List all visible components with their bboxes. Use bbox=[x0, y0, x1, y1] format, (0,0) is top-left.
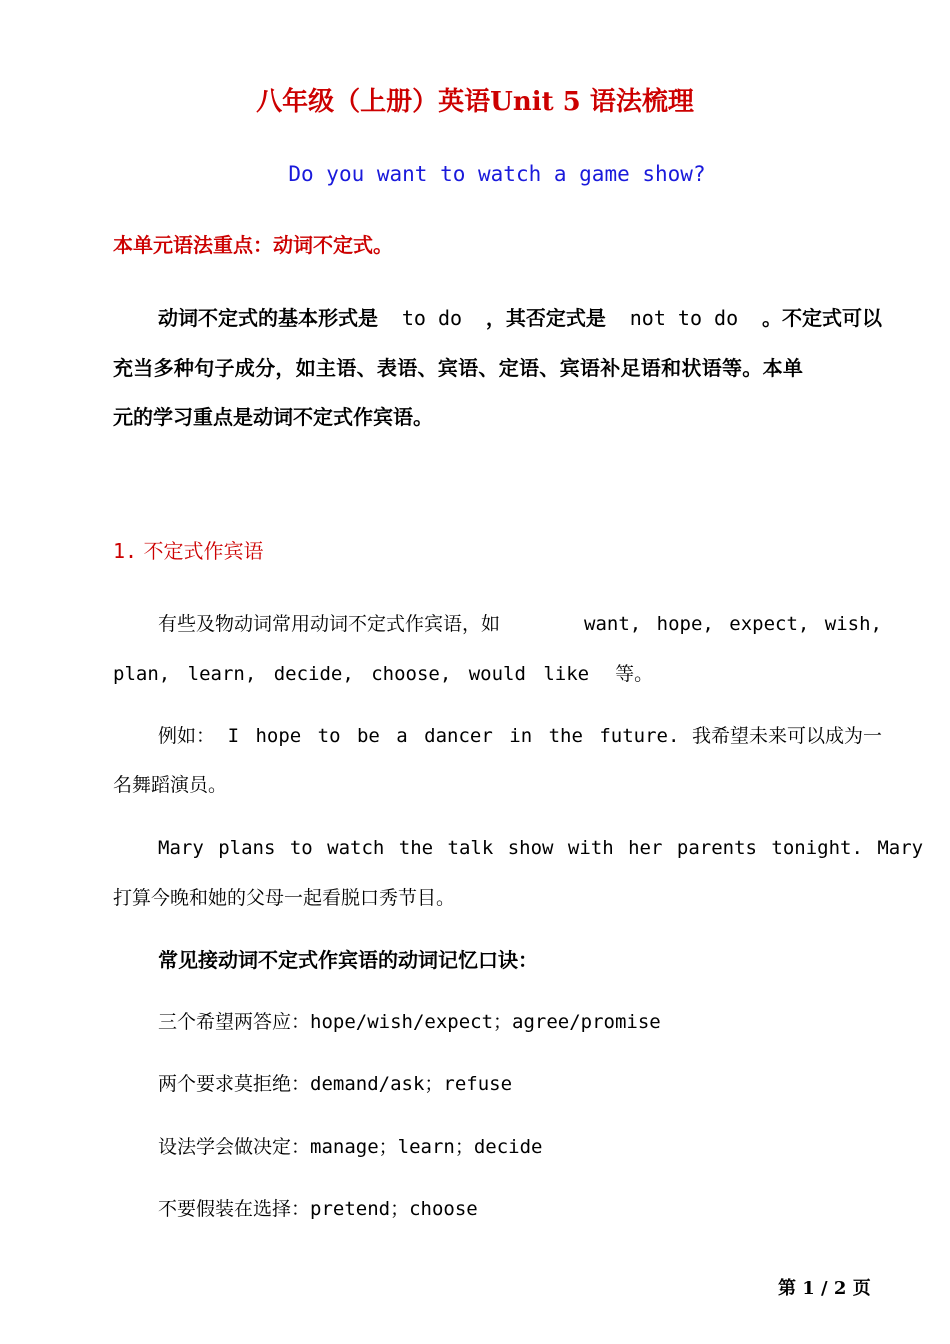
section-1-title: 不定式作宾语 bbox=[143, 539, 264, 563]
example-label: 例如： bbox=[158, 725, 216, 747]
intro-line-3: 元的学习重点是动词不定式作宾语。 bbox=[113, 405, 433, 429]
page-subtitle: Do you want to watch a game show? bbox=[288, 162, 706, 186]
verbs-line-1 bbox=[158, 609, 882, 639]
rhyme-1-en: hope/wish/expect；agree/promise bbox=[310, 1011, 661, 1033]
example-1-line-1 bbox=[158, 721, 882, 751]
rhyme-1-cn: 三个希望两答应： bbox=[158, 1011, 311, 1033]
section-1-heading bbox=[113, 536, 263, 566]
verbs-intro-text: 有些及物动词常用动词不定式作宾语，如 bbox=[158, 613, 501, 635]
rhyme-4-cn: 不要假装在选择： bbox=[158, 1198, 311, 1220]
example-1-english: I hope to be a dancer in the future. bbox=[227, 725, 680, 747]
rhyme-line-4 bbox=[158, 1194, 478, 1224]
intro-text-c: ，其否定式是 bbox=[485, 306, 606, 330]
rhyme-2-en: demand/ask；refuse bbox=[310, 1073, 513, 1095]
grammar-focus-heading: 本单元语法重点：动词不定式。 bbox=[113, 233, 393, 257]
verbs-line-2 bbox=[113, 659, 653, 689]
intro-line-2: 充当多种句子成分，如主语、表语、宾语、定语、宾语补足语和状语等。本单 bbox=[113, 356, 804, 380]
page-number: 第 1 / 2 页 bbox=[778, 1278, 871, 1299]
mnemonic-title: 常见接动词不定式作宾语的动词记忆口诀： bbox=[158, 948, 538, 972]
rhyme-2-cn: 两个要求莫拒绝： bbox=[158, 1073, 311, 1095]
intro-text-e: 。不定式可以 bbox=[761, 306, 882, 330]
example-1-chinese: 我希望未来可以成为一 bbox=[691, 725, 882, 747]
verbs-etc: 等。 bbox=[615, 663, 654, 685]
intro-line-1 bbox=[158, 303, 882, 333]
verbs-list-1: want, hope, expect, wish, bbox=[584, 613, 882, 635]
rhyme-3-en: manage；learn；decide bbox=[310, 1136, 543, 1158]
verbs-list-2: plan, learn, decide, choose, would like bbox=[113, 663, 590, 685]
intro-form-to-do: to do bbox=[401, 306, 463, 330]
example-2-line-1: Mary plans to watch the talk show with her parents tonight. Mary bbox=[158, 837, 924, 859]
rhyme-line-2 bbox=[158, 1069, 512, 1099]
section-1-number: 1. bbox=[113, 539, 138, 563]
rhyme-line-3 bbox=[158, 1132, 542, 1162]
rhyme-3-cn: 设法学会做决定： bbox=[158, 1136, 311, 1158]
example-2-line-2: 打算今晚和她的父母一起看脱口秀节目。 bbox=[113, 887, 456, 909]
intro-form-not-to-do: not to do bbox=[629, 306, 739, 330]
page-title: 八年级（上册）英语Unit 5 语法梳理 bbox=[256, 87, 694, 117]
intro-text-a: 动词不定式的基本形式是 bbox=[158, 306, 378, 330]
example-1-line-2: 名舞蹈演员。 bbox=[113, 774, 228, 796]
rhyme-line-1 bbox=[158, 1007, 661, 1037]
rhyme-4-en: pretend；choose bbox=[310, 1198, 478, 1220]
